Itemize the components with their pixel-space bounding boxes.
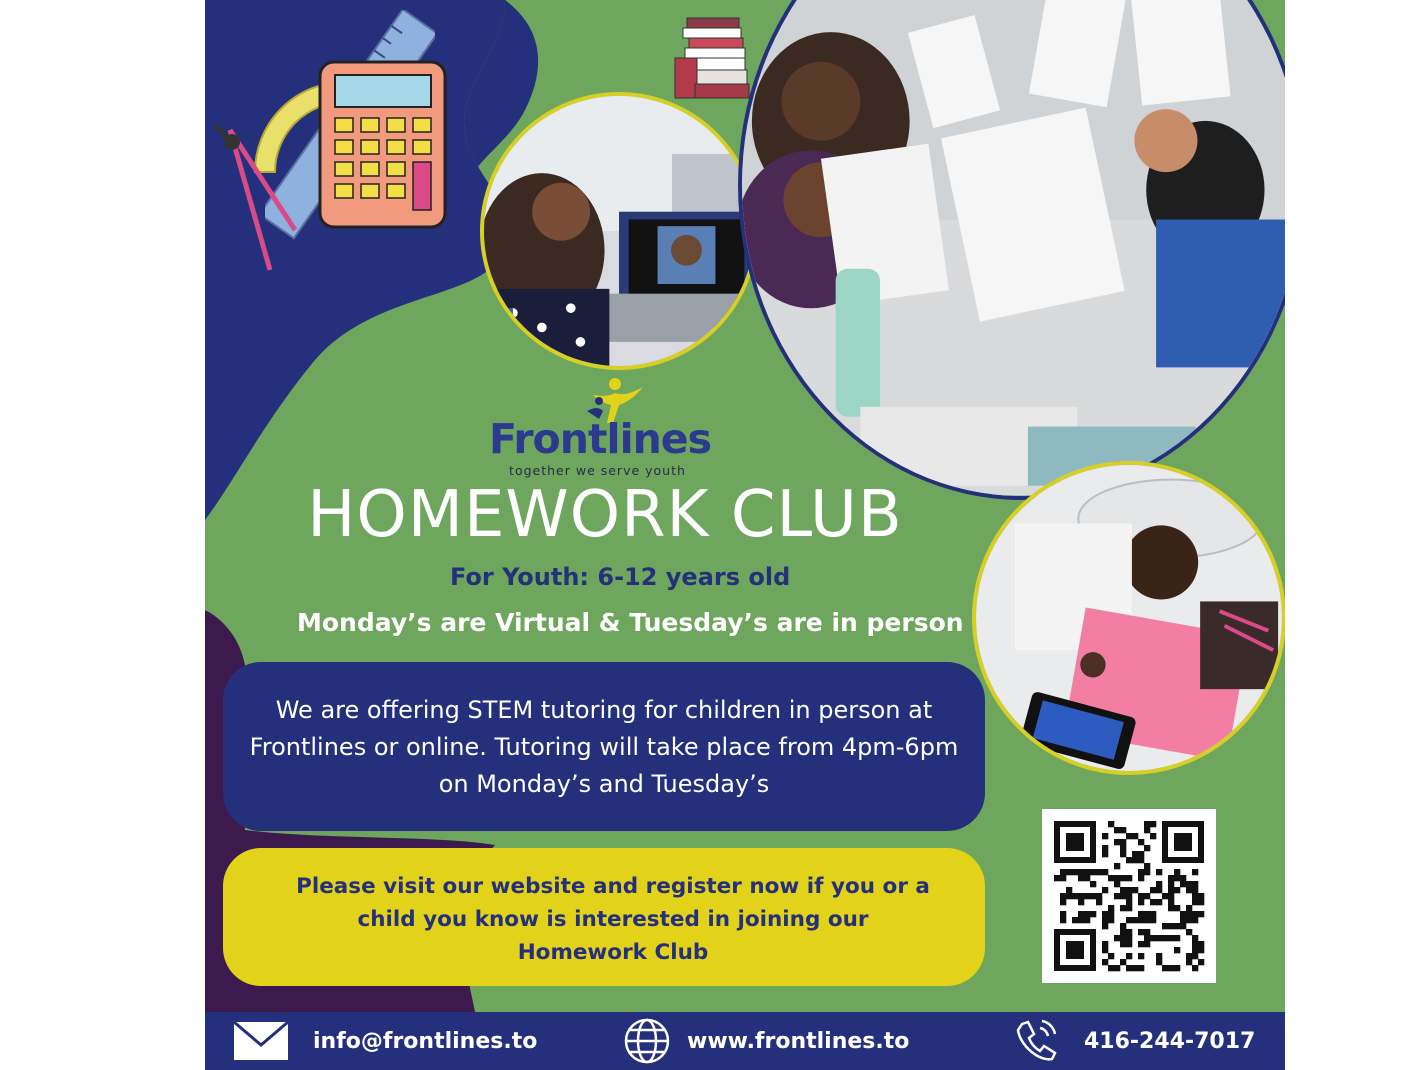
contact-footer — [205, 1012, 1285, 1070]
qr-code[interactable] — [1042, 809, 1216, 983]
virtual-tutoring-photo — [480, 92, 758, 370]
logo-tagline: together we serve youth — [509, 463, 686, 478]
frontlines-logo — [475, 375, 735, 485]
info-panel — [223, 662, 985, 831]
phone-icon — [1010, 1016, 1060, 1066]
homework-club-flyer — [205, 0, 1285, 1070]
age-range: For Youth: 6-12 years old — [450, 563, 791, 591]
headline: HOMEWORK CLUB — [307, 478, 903, 552]
phone-number[interactable]: 416-244-7017 — [1084, 1028, 1256, 1054]
register-line-2: child you know is interested in joining our — [357, 907, 869, 932]
website-link[interactable]: www.frontlines.to — [687, 1028, 910, 1054]
books-icon — [673, 14, 753, 100]
footer-email[interactable] — [233, 1012, 537, 1070]
schedule-text: Monday’s are Virtual & Tuesday’s are in person — [297, 608, 964, 637]
globe-icon — [623, 1017, 671, 1065]
logo-wordmark: Frontlines — [488, 415, 712, 463]
footer-website[interactable] — [623, 1012, 909, 1070]
register-panel — [223, 848, 985, 986]
calculator-icon — [315, 60, 455, 230]
register-line-3: Homework Club — [517, 940, 709, 965]
info-text: We are offering STEM tutoring for children in person at Frontlines or online. Tutoring will take place from 4pm-6pm on Monday’s and Tuesday’s — [249, 696, 959, 798]
child-drawing-photo — [972, 461, 1285, 775]
register-line-1: Please visit our website and register now if you or a — [296, 874, 930, 899]
compass-icon — [210, 120, 300, 280]
footer-phone[interactable] — [1010, 1012, 1255, 1070]
email-link[interactable]: info@frontlines.to — [313, 1028, 538, 1054]
envelope-icon — [233, 1021, 289, 1061]
register-text — [263, 870, 963, 969]
